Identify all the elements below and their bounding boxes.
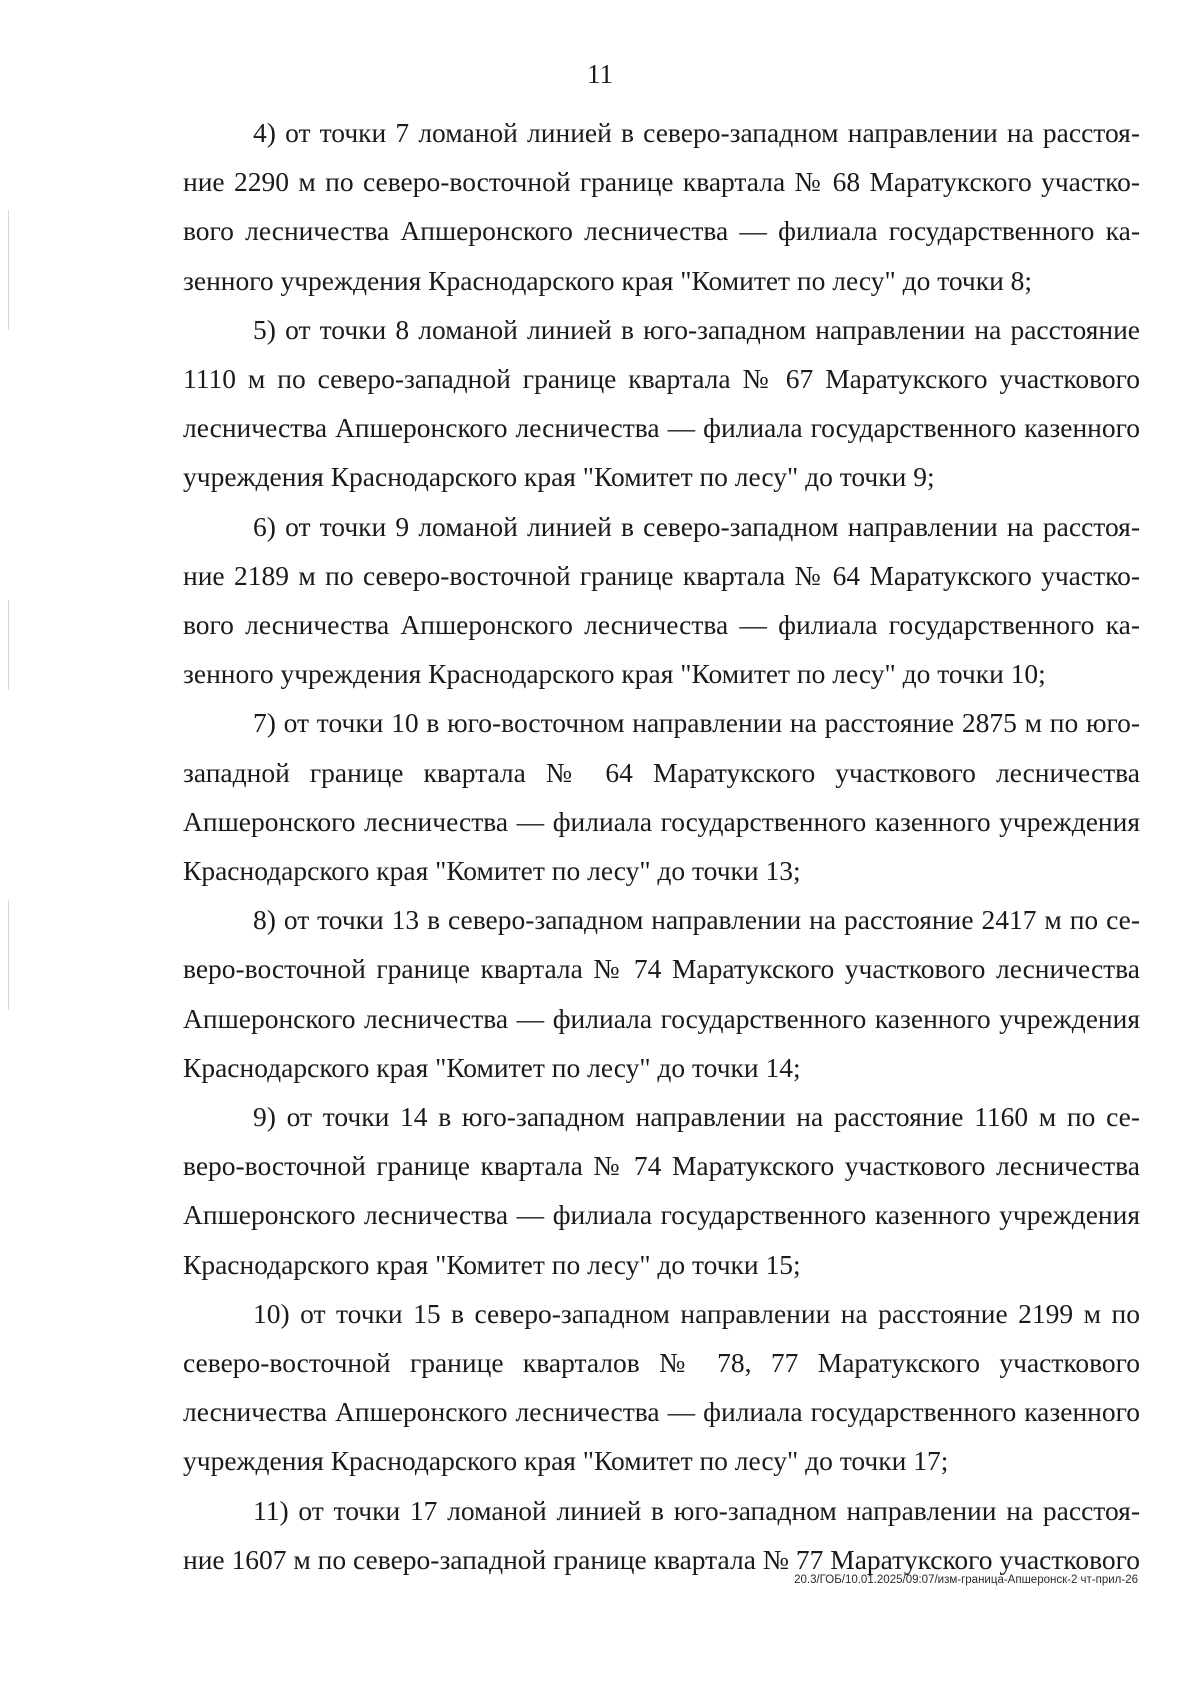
scan-edge-mark: [8, 900, 9, 1010]
paragraph-item-5: 5) от точки 8 ломаной линией в юго-западном направлении на расстояние 1110 м по северо-западной границе квартала № 67 Маратукского участкового лесничества Апшеронского лесничества — филиала государственного казенного учреждения Краснодарского края "Комитет по лесу" до точки 9;: [183, 313, 1140, 493]
paragraph-item-8: 8) от точки 13 в северо-западном направлении на расстояние 2417 м по северо-восточной границе квартала № 74 Маратукского участкового лесничества Апшеронского лесничества — филиала государственного казенного учреждения Краснодарского края "Комитет по лесу" до точки 14;: [183, 904, 1140, 1083]
document-footer-code: 20.3/ГОБ/10.01.2025/09:07/изм-граница-Апшеронск-2 чт-прил-26: [794, 1574, 1138, 1586]
paragraph-item-10: 10) от точки 15 в северо-западном направлении на расстояние 2199 м по северо-восточной границе кварталов № 78, 77 Маратукского участкового лесничества Апшеронского лесничества — филиала государственного казенного учреждения Краснодарского края "Комитет по лесу" до точки 17;: [183, 1297, 1140, 1477]
scan-edge-mark: [8, 600, 9, 690]
paragraph-item-11: 11) от точки 17 ломаной линией в юго-западном направлении на расстояние 1607 м по северо-западной границе квартала № 77 Маратукского участкового: [183, 1494, 1140, 1575]
paragraph-item-7: 7) от точки 10 в юго-восточном направлении на расстояние 2875 м по юго-западной границе квартала № 64 Маратукского участкового лесничества Апшеронского лесничества — филиала государственного казенного учреждения Краснодарского края "Комитет по лесу" до точки 13;: [183, 707, 1140, 887]
paragraph-item-6: 6) от точки 9 ломаной линией в северо-западном направлении на расстояние 2189 м по северо-восточной границе квартала № 64 Маратукского участкового лесничества Апшеронского лесничества — филиала государственного казенного учреждения Краснодарского края "Комитет по лесу" до точки 10;: [183, 510, 1140, 690]
scan-edge-mark: [8, 210, 9, 330]
paragraph-item-9: 9) от точки 14 в юго-западном направлении на расстояние 1160 м по северо-восточной границе квартала № 74 Маратукского участкового лесничества Апшеронского лесничества — филиала государственного казенного учреждения Краснодарского края "Комитет по лесу" до точки 15;: [183, 1101, 1140, 1280]
page-number: 11: [587, 59, 613, 89]
paragraph-item-4: 4) от точки 7 ломаной линией в северо-западном направлении на расстояние 2290 м по северо-восточной границе квартала № 68 Маратукского участкового лесничества Апшеронского лесничества — филиала государственного казенного учреждения Краснодарского края "Комитет по лесу" до точки 8;: [183, 117, 1140, 296]
document-body: [183, 108, 1140, 1584]
